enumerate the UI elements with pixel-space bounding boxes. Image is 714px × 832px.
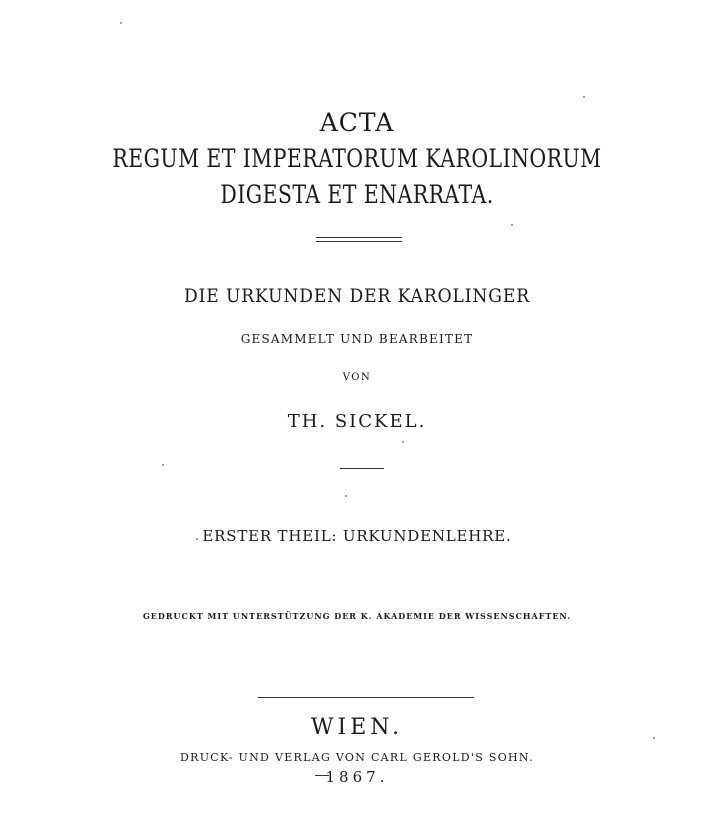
long-rule-divider <box>258 697 474 698</box>
paper-speck <box>345 495 347 497</box>
imprint-publisher: DRUCK- UND VERLAG VON CARL GEROLD'S SOHN. <box>180 751 534 764</box>
paper-speck <box>402 441 404 443</box>
paper-speck <box>162 464 164 466</box>
by-word: VON <box>342 372 372 383</box>
paper-speck <box>196 538 198 540</box>
short-rule-divider <box>340 468 384 469</box>
paper-speck <box>511 224 513 226</box>
work-subtitle: GESAMMELT UND BEARBEITET <box>240 332 474 346</box>
title-line-1: ACTA <box>319 108 395 137</box>
imprint-year: 1867. <box>325 768 389 786</box>
part-title: ERSTER THEIL: URKUNDENLEHRE. <box>202 527 512 545</box>
author-name: TH. SICKEL. <box>287 411 427 432</box>
title-line-2: REGUM ET IMPERATORUM KAROLINORUM <box>112 144 602 173</box>
work-heading: DIE URKUNDEN DER KAROLINGER <box>183 285 531 307</box>
paper-speck <box>653 737 655 739</box>
printed-note: GEDRUCKT MIT UNTERSTÜTZUNG DER K. AKADEMIE DER WISSENSCHAFTEN. <box>142 611 572 621</box>
paper-speck <box>583 96 585 98</box>
double-rule-divider <box>316 237 402 242</box>
paper-speck <box>120 22 122 24</box>
title-line-3: DIGESTA ET ENARRATA. <box>220 180 494 209</box>
imprint-city: WIEN. <box>310 715 404 740</box>
